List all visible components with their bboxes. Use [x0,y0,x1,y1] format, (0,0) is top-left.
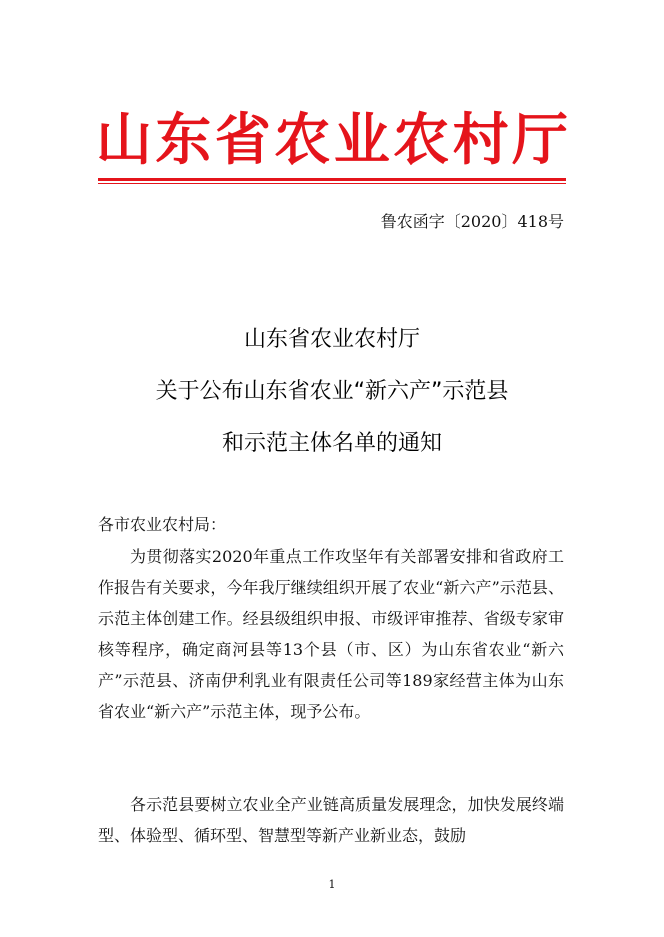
body-paragraph-2: 各示范县要树立农业全产业链高质量发展理念，加快发展终端型、体验型、循环型、智慧型等新产业新业态，鼓励 [98,795,564,845]
title-line-2: 关于公布山东省农业“新六产”示范县 [155,379,509,404]
title-line-1: 山东省农业农村厅 [243,327,420,352]
red-separator-thick [98,178,566,181]
body-paragraph-1: 为贯彻落实2020年重点工作攻坚年有关部署安排和省政府工作报告有关要求，今年我厅继续组织开展了农业“新六产”示范县、示范主体创建工作。经县级组织申报、市级评审推荐、省级专家审核等程序，确定商河县等13个县（市、区）为山东省农业“新六产”示范县、济南伊利乳业有限责任公司等189家经营主体为山东省农业“新六产”示范主体，现予公布。 [98,547,564,721]
document-number: 鲁农函字〔2020〕418号 [380,212,564,231]
red-separator-thin [98,183,566,184]
title-line-3: 和示范主体名单的通知 [221,431,442,456]
page-number: 1 [328,878,336,891]
issuing-authority-masthead: 山东省农业农村厅 [96,108,570,173]
salutation: 各市农业农村局： [98,515,227,534]
